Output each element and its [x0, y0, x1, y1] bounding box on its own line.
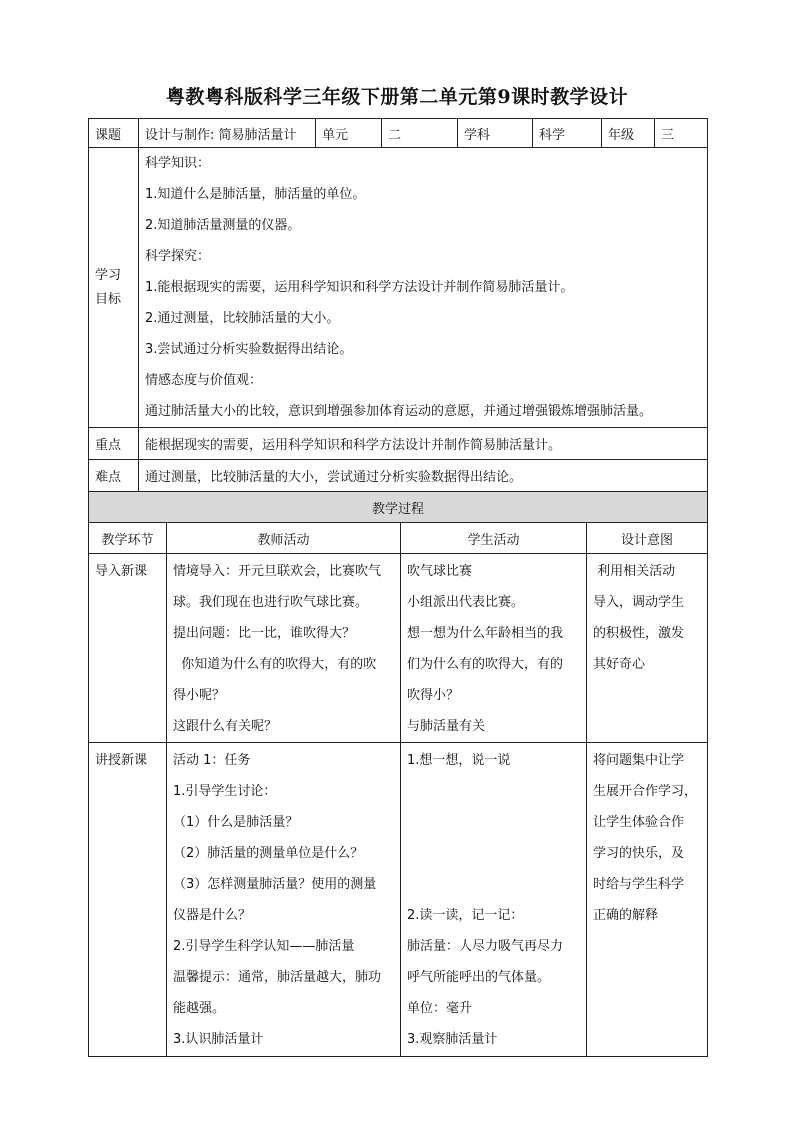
goals-label — [89, 148, 139, 428]
student-line: 们为什么有的吹得大，有的 — [407, 657, 564, 672]
goals-content — [139, 148, 708, 428]
student-line: 与肺活量有关 — [407, 719, 486, 734]
intro-row — [89, 554, 708, 743]
intent-line: 让学生体验合作 — [593, 815, 685, 830]
difficulty-value: 通过测量，比较肺活量的大小，尝试通过分析实验数据得出结论。 — [139, 460, 708, 492]
goal-line: 2.知道肺活量测量的仪器。 — [145, 218, 301, 233]
intent-line: 将问题集中让学 — [593, 753, 685, 768]
goal-line: 3.尝试通过分析实验数据得出结论。 — [145, 342, 353, 357]
column-header-student: 学生活动 — [401, 523, 587, 554]
teacher-line: 1.引导学生讨论： — [173, 784, 277, 799]
goal-line: 2.通过测量，比较肺活量的大小。 — [145, 311, 340, 326]
student-line — [407, 807, 580, 838]
column-header-intent: 设计意图 — [587, 523, 708, 554]
unit-label: 单元 — [316, 119, 382, 148]
student-line: 小组派出代表比赛。 — [407, 595, 525, 610]
student-line: 1.想一想，说一说 — [407, 753, 511, 768]
lesson-student — [401, 743, 587, 1057]
subject-label: 学科 — [458, 119, 533, 148]
process-column-row — [89, 523, 708, 554]
difficulty-row — [89, 460, 708, 492]
goals-row — [89, 148, 708, 428]
student-line — [407, 838, 580, 869]
process-heading: 教学过程 — [89, 492, 708, 523]
teacher-line: 情境导入：开元旦联欢会，比赛吹气 — [173, 564, 382, 579]
intent-line: 时给与学生科学 — [593, 877, 685, 892]
column-header-teacher: 教师活动 — [167, 523, 401, 554]
student-line: 想一想为什么年龄相当的我 — [407, 626, 564, 641]
student-line: 吹气球比赛 — [407, 564, 473, 579]
teacher-line: 活动 1：任务 — [173, 753, 251, 768]
column-header-stage: 教学环节 — [89, 523, 167, 554]
goals-label-line1: 学习 — [95, 267, 122, 283]
goal-line: 通过肺活量大小的比较，意识到增强参加体育运动的意愿，并通过增强锻炼增强肺活量。 — [145, 404, 653, 419]
difficulty-label: 难点 — [89, 460, 139, 492]
teacher-line: （3）怎样测量肺活量？使用的测量 — [173, 877, 377, 892]
student-line: 单位：毫升 — [407, 1001, 473, 1016]
student-line — [407, 776, 580, 807]
grade-label: 年级 — [602, 119, 655, 148]
intro-teacher — [167, 554, 401, 743]
lesson-info-table — [88, 118, 708, 492]
subject-value: 科学 — [533, 119, 602, 148]
student-line: 肺活量：人尽力吸气再尽力 — [407, 939, 564, 954]
grade-value: 三 — [655, 119, 708, 148]
goals-label-line2: 目标 — [95, 291, 122, 307]
teacher-line: （1）什么是肺活量？ — [173, 815, 299, 830]
goal-line: 科学探究： — [145, 249, 211, 264]
teacher-line: 2.引导学生科学认知——肺活量 — [173, 939, 355, 954]
key-point-value: 能根据现实的需要，运用科学知识和科学方法设计并制作简易肺活量计。 — [139, 428, 708, 460]
intro-intent — [587, 554, 708, 743]
lesson-row — [89, 743, 708, 1057]
intent-line: 利用相关活动 — [593, 564, 676, 579]
process-heading-row — [89, 492, 708, 523]
student-line: 3.观察肺活量计 — [407, 1032, 498, 1047]
teacher-line: 温馨提示：通常，肺活量越大，肺功 — [173, 970, 382, 985]
unit-value: 二 — [382, 119, 458, 148]
goal-line: 情感态度与价值观： — [145, 373, 263, 388]
teacher-line: （2）肺活量的测量单位是什么？ — [173, 846, 364, 861]
intent-line: 正确的解释 — [593, 908, 659, 923]
teacher-line: 提出问题：比一比，谁吹得大？ — [173, 626, 356, 641]
page-title: 粤教粤科版科学三年级下册第二单元第9课时教学设计 — [165, 86, 629, 108]
goal-line: 1.能根据现实的需要，运用科学知识和科学方法设计并制作简易肺活量计。 — [145, 280, 574, 295]
lesson-stage-label: 讲授新课 — [95, 753, 148, 768]
teacher-line: 仪器是什么？ — [173, 908, 252, 923]
goal-line: 科学知识： — [145, 156, 211, 171]
teaching-process-table — [88, 491, 708, 1057]
intent-line: 导入，调动学生 — [593, 595, 685, 610]
key-point-label: 重点 — [89, 428, 139, 460]
intent-line: 的积极性，激发 — [593, 626, 685, 641]
teacher-line: 得小呢？ — [173, 688, 226, 703]
teacher-line: 3.认识肺活量计 — [173, 1032, 264, 1047]
intent-line: 学习的快乐，及 — [593, 846, 685, 861]
lesson-teacher — [167, 743, 401, 1057]
intro-stage-label: 导入新课 — [95, 564, 148, 579]
student-line: 呼气所能呼出的气体量。 — [407, 970, 551, 985]
student-line: 吹得小？ — [407, 688, 460, 703]
header-row — [89, 119, 708, 148]
student-line — [407, 869, 580, 900]
student-line: 2.读一读，记一记： — [407, 908, 524, 923]
goal-line: 1.知道什么是肺活量，肺活量的单位。 — [145, 187, 366, 202]
intro-stage — [89, 554, 167, 743]
key-point-row — [89, 428, 708, 460]
intent-line: 生展开合作学习， — [593, 784, 698, 799]
lesson-intent — [587, 743, 708, 1057]
teacher-line: 这跟什么有关呢？ — [173, 719, 278, 734]
intent-line: 其好奇心 — [593, 657, 646, 672]
topic-value: 设计与制作: 简易肺活量计 — [139, 119, 316, 148]
topic-label: 课题 — [89, 119, 139, 148]
teacher-line: 能越强。 — [173, 1001, 226, 1016]
teacher-line: 你知道为什么有的吹得大，有的吹 — [173, 657, 377, 672]
lesson-stage — [89, 743, 167, 1057]
teacher-line: 球。我们现在也进行吹气球比赛。 — [173, 595, 369, 610]
intro-student — [401, 554, 587, 743]
